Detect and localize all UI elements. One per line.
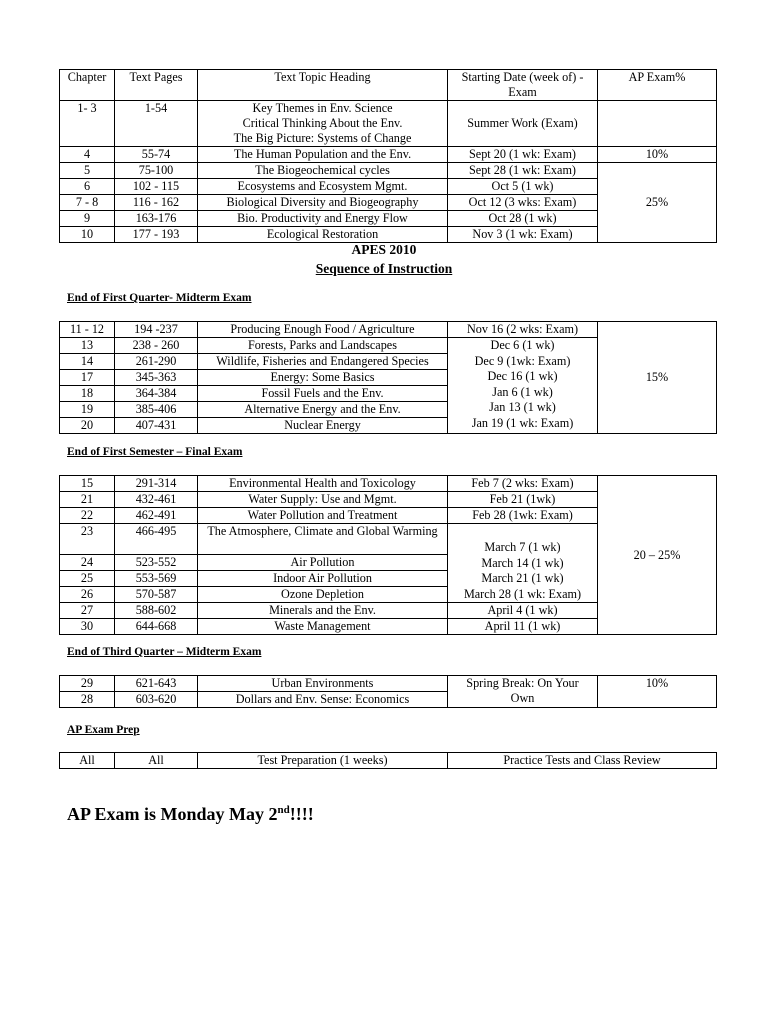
- cell-chapter: 19: [60, 402, 115, 418]
- cell-pages: 194 -237: [115, 322, 198, 338]
- cell-date: Feb 28 (1wk: Exam): [448, 508, 598, 524]
- cell-topic: Forests, Parks and Landscapes: [198, 338, 448, 354]
- table-row: [60, 753, 717, 769]
- table-row: [60, 476, 717, 492]
- cell-pages: 345-363: [115, 370, 198, 386]
- cell-pages: 621-643: [115, 676, 198, 692]
- cell-chapter: 17: [60, 370, 115, 386]
- section-heading-ap-exam-prep: AP Exam Prep: [67, 724, 140, 736]
- exam-note-ordinal: nd: [277, 804, 290, 816]
- table-row: [60, 163, 717, 179]
- cell-pages: 163-176: [115, 211, 198, 227]
- cell-topic: Biological Diversity and Biogeography: [198, 195, 448, 211]
- table-row: [60, 147, 717, 163]
- cell-topic: Water Supply: Use and Mgmt.: [198, 492, 448, 508]
- cell-date: Oct 12 (3 wks: Exam): [448, 195, 598, 211]
- cell-topic: Energy: Some Basics: [198, 370, 448, 386]
- cell-chapter: 23: [60, 524, 115, 555]
- cell-topic: Minerals and the Env.: [198, 603, 448, 619]
- cell-pages: 238 - 260: [115, 338, 198, 354]
- cell-topic: Fossil Fuels and the Env.: [198, 386, 448, 402]
- cell-pages: All: [115, 753, 198, 769]
- chapter-table-4: [59, 675, 717, 708]
- date-line: Jan 13 (1 wk): [489, 400, 556, 414]
- cell-chapter: 24: [60, 555, 115, 571]
- date-line: Dec 16 (1 wk): [487, 369, 558, 383]
- cell-topic: Waste Management: [198, 619, 448, 635]
- cell-chapter: 6: [60, 179, 115, 195]
- cell-topic: Ecosystems and Ecosystem Mgmt.: [198, 179, 448, 195]
- cell-date: Nov 16 (2 wks: Exam): [448, 322, 598, 338]
- section-heading-first-semester: End of First Semester – Final Exam: [67, 446, 243, 458]
- date-line: Jan 19 (1 wk: Exam): [471, 415, 574, 430]
- cell-chapter: 30: [60, 619, 115, 635]
- cell-pages: 75-100: [115, 163, 198, 179]
- cell-topic: The Human Population and the Env.: [198, 147, 448, 163]
- cell-pages: 603-620: [115, 692, 198, 708]
- cell-chapter: 10: [60, 227, 115, 243]
- cell-pages: 432-461: [115, 492, 198, 508]
- topic-line: The Big Picture: Systems of Change: [233, 131, 412, 145]
- page-title: APES 2010: [351, 242, 417, 257]
- cell-pages: 55-74: [115, 147, 198, 163]
- exam-note-exclamation: !!!!: [289, 804, 314, 824]
- cell-ap-empty: [598, 101, 717, 147]
- cell-ap-percent: 25%: [598, 163, 717, 243]
- date-line: March 7 (1 wk): [484, 540, 561, 554]
- cell-date: Sept 20 (1 wk: Exam): [448, 147, 598, 163]
- cell-pages: 570-587: [115, 587, 198, 603]
- table-header-row: [60, 70, 717, 101]
- cell-date-list: [448, 524, 598, 603]
- cell-chapter: 7 - 8: [60, 195, 115, 211]
- chapter-table-1: [59, 69, 717, 243]
- cell-pages: 102 - 115: [115, 179, 198, 195]
- cell-chapter: 5: [60, 163, 115, 179]
- header-start-date: Starting Date (week of) - Exam: [448, 70, 598, 101]
- cell-topic: [198, 101, 448, 147]
- date-line: Dec 6 (1 wk): [490, 338, 555, 352]
- cell-chapter: 14: [60, 354, 115, 370]
- cell-chapter: 20: [60, 418, 115, 434]
- cell-pages: 116 - 162: [115, 195, 198, 211]
- cell-chapter: 28: [60, 692, 115, 708]
- cell-date: [448, 676, 598, 708]
- cell-chapter: 21: [60, 492, 115, 508]
- cell-chapter: 22: [60, 508, 115, 524]
- cell-pages: 644-668: [115, 619, 198, 635]
- topic-line: Key Themes in Env. Science: [252, 101, 393, 115]
- cell-note: Practice Tests and Class Review: [448, 753, 717, 769]
- cell-pages: 291-314: [115, 476, 198, 492]
- header-chapter: Chapter: [60, 70, 115, 101]
- chapter-table-3: [59, 475, 717, 635]
- table-row: [60, 101, 717, 147]
- exam-date-note: [67, 804, 314, 825]
- cell-date: April 11 (1 wk): [448, 619, 598, 635]
- cell-chapter: 13: [60, 338, 115, 354]
- cell-topic: Urban Environments: [198, 676, 448, 692]
- cell-chapter: All: [60, 753, 115, 769]
- chapter-table-2: [59, 321, 717, 434]
- date-line: March 21 (1 wk): [481, 571, 564, 585]
- cell-date: Summer Work (Exam): [448, 101, 598, 147]
- cell-pages: 466-495: [115, 524, 198, 555]
- cell-topic: Environmental Health and Toxicology: [198, 476, 448, 492]
- cell-chapter: 11 - 12: [60, 322, 115, 338]
- cell-topic: Ozone Depletion: [198, 587, 448, 603]
- cell-date: Feb 21 (1wk): [448, 492, 598, 508]
- cell-topic: Dollars and Env. Sense: Economics: [198, 692, 448, 708]
- cell-date: Sept 28 (1 wk: Exam): [448, 163, 598, 179]
- section-heading-third-quarter: End of Third Quarter – Midterm Exam: [67, 646, 262, 658]
- cell-pages: 1-54: [115, 101, 198, 147]
- cell-chapter: 1- 3: [60, 101, 115, 147]
- cell-topic: Indoor Air Pollution: [198, 571, 448, 587]
- chapter-table-5: [59, 752, 717, 769]
- cell-chapter: 27: [60, 603, 115, 619]
- exam-note-text: AP Exam is Monday May 2: [67, 804, 278, 824]
- cell-chapter: 15: [60, 476, 115, 492]
- date-line: March 14 (1 wk): [481, 555, 564, 570]
- cell-topic: The Biogeochemical cycles: [198, 163, 448, 179]
- date-line: Jan 6 (1 wk): [492, 384, 553, 399]
- cell-topic: Nuclear Energy: [198, 418, 448, 434]
- cell-ap-percent: 15%: [598, 322, 717, 434]
- date-line: Own: [510, 691, 535, 705]
- header-text-pages: Text Pages: [115, 70, 198, 101]
- date-line: March 28 (1 wk: Exam): [463, 586, 582, 601]
- cell-pages: 553-569: [115, 571, 198, 587]
- cell-date: Oct 28 (1 wk): [448, 211, 598, 227]
- cell-topic: Test Preparation (1 weeks): [198, 753, 448, 769]
- cell-ap-percent: 10%: [598, 147, 717, 163]
- cell-chapter: 29: [60, 676, 115, 692]
- cell-chapter: 18: [60, 386, 115, 402]
- cell-chapter: 26: [60, 587, 115, 603]
- cell-pages: 588-602: [115, 603, 198, 619]
- header-topic: Text Topic Heading: [198, 70, 448, 101]
- cell-date: Feb 7 (2 wks: Exam): [448, 476, 598, 492]
- cell-pages: 177 - 193: [115, 227, 198, 243]
- cell-pages: 523-552: [115, 555, 198, 571]
- cell-topic: Ecological Restoration: [198, 227, 448, 243]
- date-line: Spring Break: On Your: [466, 676, 579, 690]
- cell-chapter: 25: [60, 571, 115, 587]
- cell-pages: 364-384: [115, 386, 198, 402]
- header-ap-percent: AP Exam%: [598, 70, 717, 101]
- cell-ap-percent: 10%: [598, 676, 717, 708]
- cell-date: April 4 (1 wk): [448, 603, 598, 619]
- cell-pages: 407-431: [115, 418, 198, 434]
- cell-chapter: 9: [60, 211, 115, 227]
- cell-pages: 385-406: [115, 402, 198, 418]
- cell-topic: Wildlife, Fisheries and Endangered Species: [198, 354, 448, 370]
- cell-topic: Bio. Productivity and Energy Flow: [198, 211, 448, 227]
- cell-pages: 261-290: [115, 354, 198, 370]
- cell-chapter: 4: [60, 147, 115, 163]
- cell-pages: 462-491: [115, 508, 198, 524]
- cell-ap-percent: 20 – 25%: [598, 476, 717, 635]
- cell-date: Oct 5 (1 wk): [448, 179, 598, 195]
- page-subtitle: Sequence of Instruction: [315, 261, 453, 276]
- table-row: [60, 676, 717, 692]
- cell-topic: The Atmosphere, Climate and Global Warming: [198, 524, 448, 555]
- date-line: Dec 9 (1wk: Exam): [474, 353, 571, 368]
- cell-topic: Producing Enough Food / Agriculture: [198, 322, 448, 338]
- table-row: [60, 322, 717, 338]
- cell-date-list: [448, 338, 598, 434]
- cell-date: Nov 3 (1 wk: Exam): [448, 227, 598, 243]
- section-heading-first-quarter: End of First Quarter- Midterm Exam: [67, 292, 252, 304]
- cell-topic: Air Pollution: [198, 555, 448, 571]
- cell-topic: Water Pollution and Treatment: [198, 508, 448, 524]
- topic-line: Critical Thinking About the Env.: [242, 116, 403, 130]
- cell-topic: Alternative Energy and the Env.: [198, 402, 448, 418]
